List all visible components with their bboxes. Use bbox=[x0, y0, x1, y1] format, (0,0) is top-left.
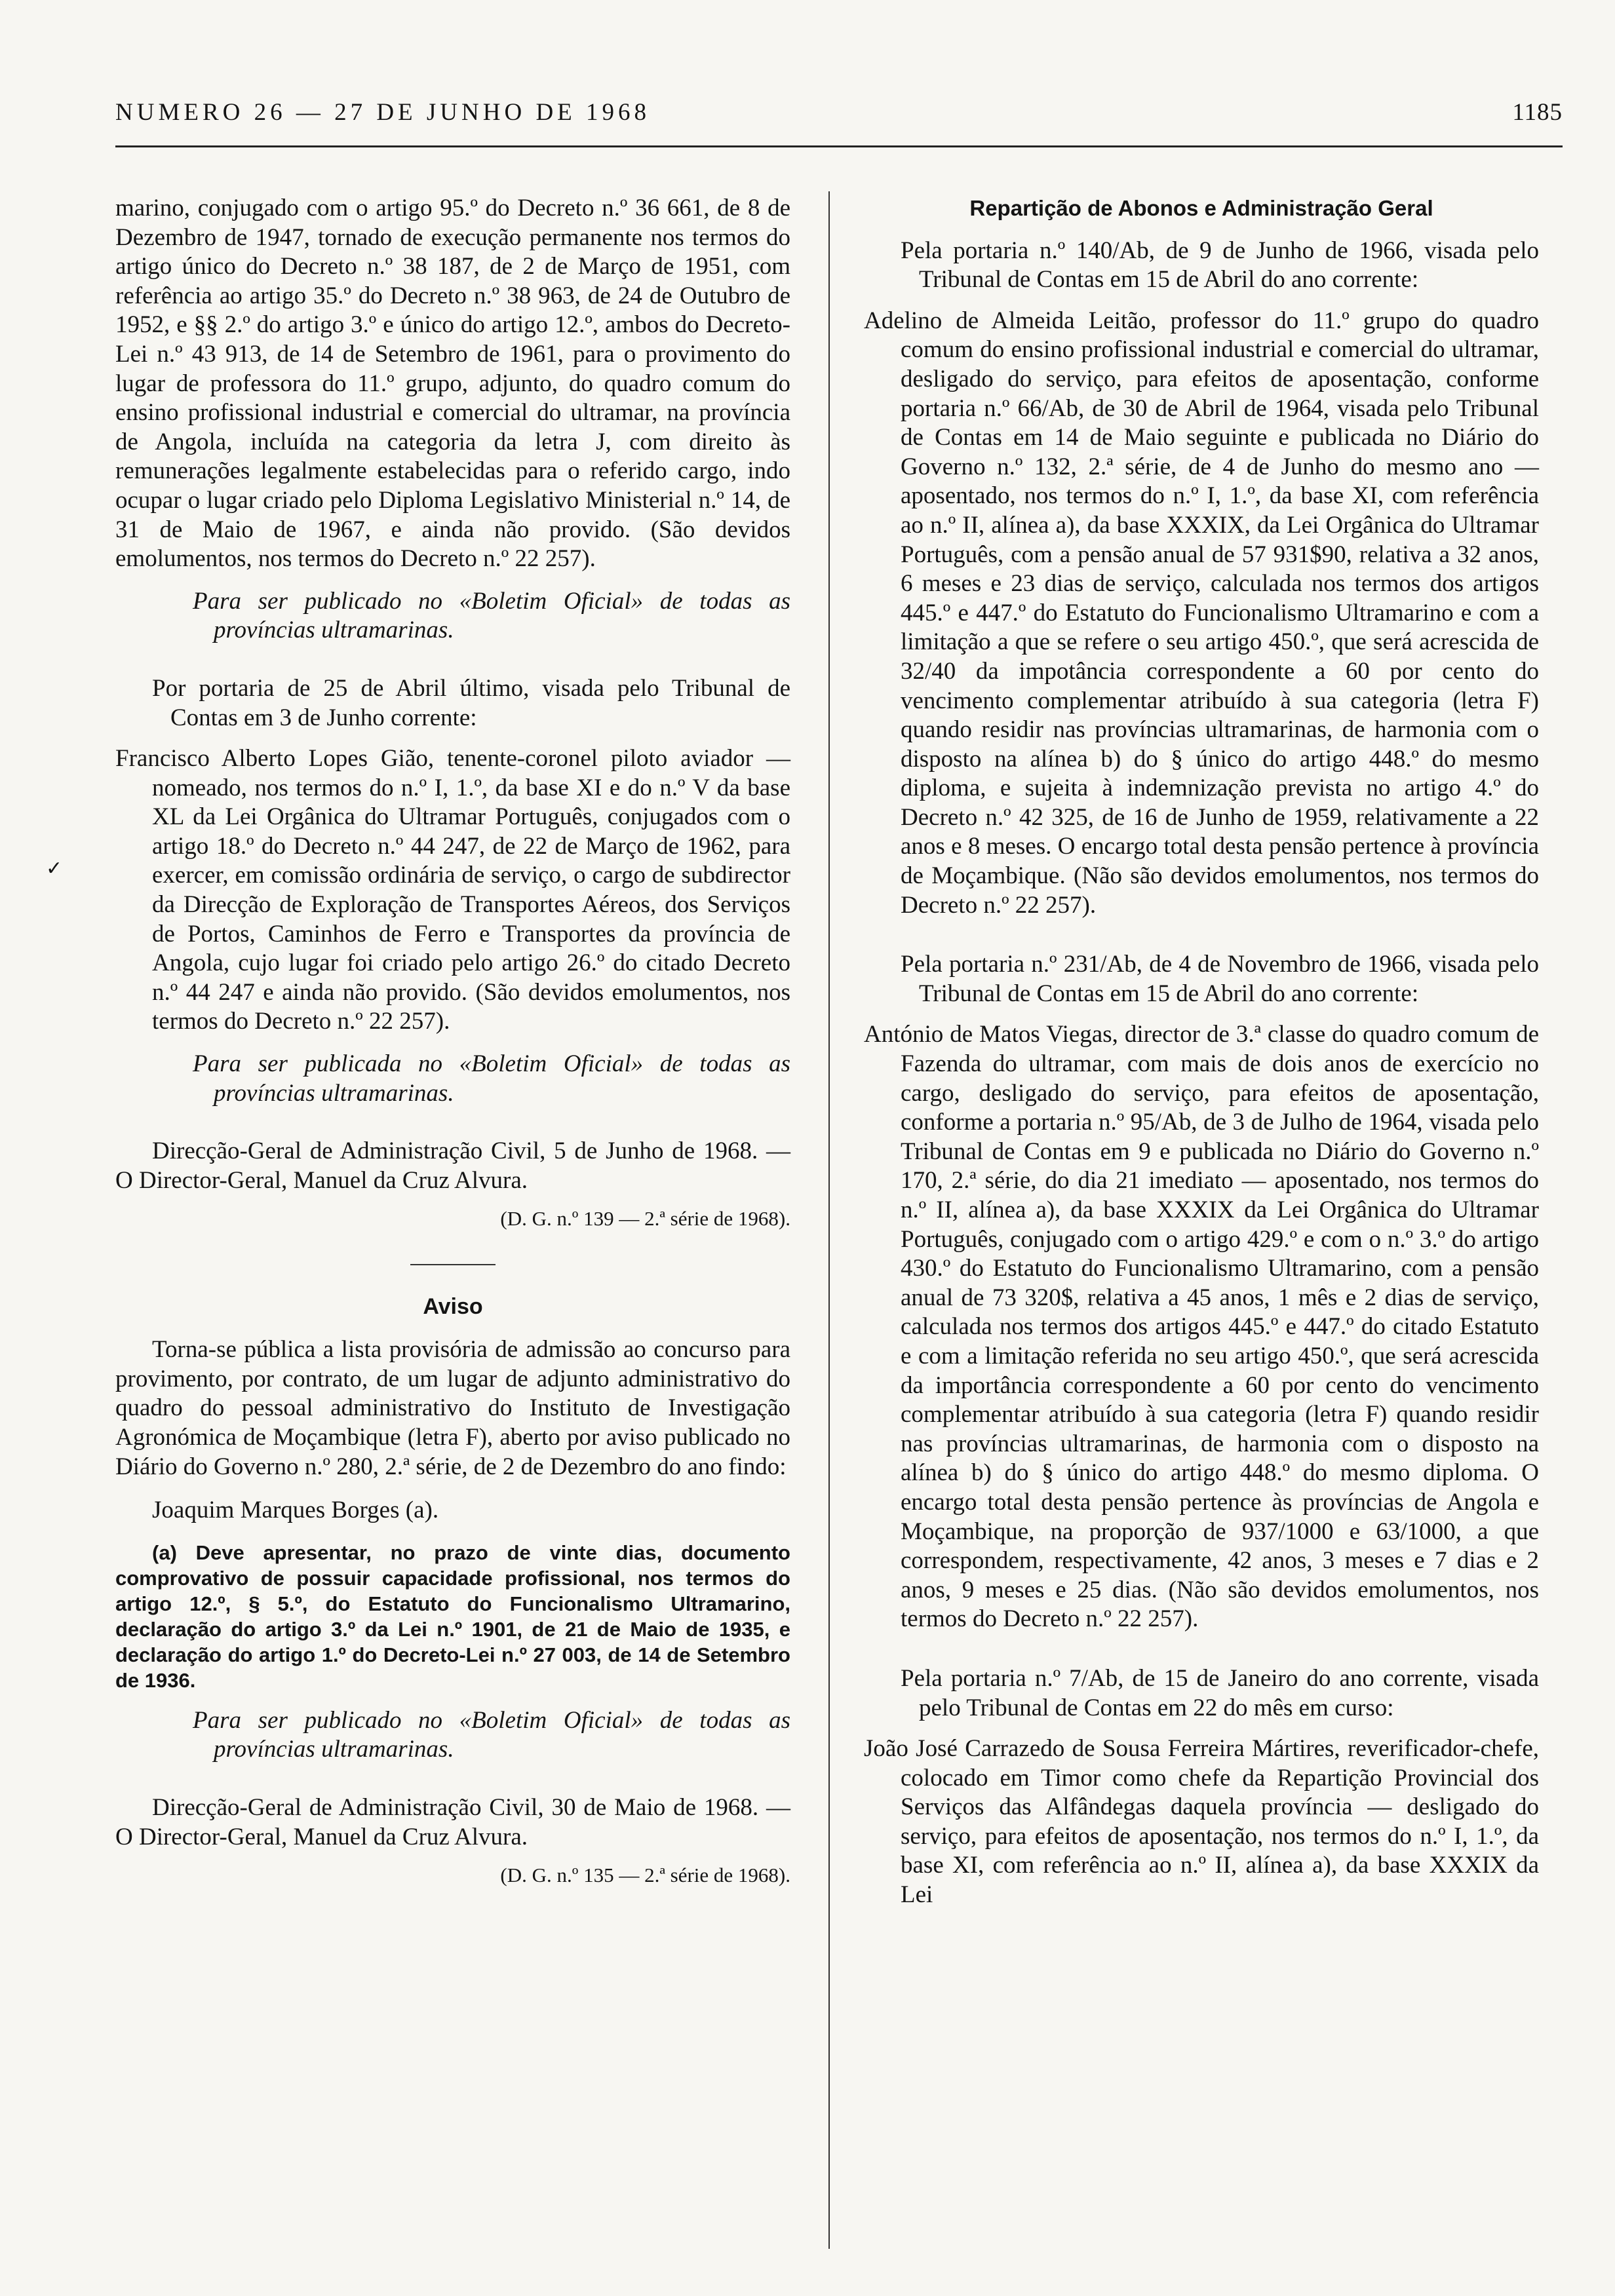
page-number: 1185 bbox=[1512, 99, 1563, 126]
page-header bbox=[115, 98, 1563, 138]
appointment-paragraph: Francisco Alberto Lopes Gião, tenente-coronel piloto aviador — nomeado, nos termos do n.º I, 1.º, da base XI e do n.º V da base XL da Lei Orgânica do Ultramar Português, conjugados com o artigo 18.º do Decreto n.º 44 247, de 22 de Março de 1962, para exercer, em comissão ordinária de serviço, o cargo de subdirector da Direcção de Exploração de Transportes Aéreos, dos Serviços de Portos, Caminhos de Ferro e Transportes da província de Angola, cujo lugar foi criado pelo artigo 26.º do citado Decreto n.º 44 247 e ainda não provido. (São devidos emolumentos, nos termos do Decreto n.º 22 257). bbox=[115, 745, 790, 1035]
aviso-heading: Aviso bbox=[423, 1293, 483, 1319]
portaria-heading: Pela portaria n.º 231/Ab, de 4 de Novembro de 1966, visada pelo Tribunal de Contas em 15 de Abril do ano corrente: bbox=[901, 951, 1539, 1007]
aviso-paragraph: Torna-se pública a lista provisória de admissão ao concurso para provimento, por contrato, de um lugar de adjunto administrativo do quadro do pessoal administrativo do Instituto de Investigação Agronómica de Moçambique (letra F), aberto por aviso publicado no Diário do Governo n.º 280, 2.ª série, de 2 de Dezembro do ano findo: bbox=[115, 1336, 790, 1480]
candidate-name: Joaquim Marques Borges (a). bbox=[152, 1497, 439, 1524]
gazette-reference: (D. G. n.º 139 — 2.ª série de 1968). bbox=[500, 1207, 790, 1231]
continued-paragraph: marino, conjugado com o artigo 95.º do Decreto n.º 36 661, de 8 de Dezembro de 1947, tornado de execução permanente nos termos do artigo único do Decreto n.º 38 187, de 2 de Março de 1951, com referência ao artigo 35.º do Decreto n.º 38 963, de 24 de Outubro de 1952, e §§ 2.º do artigo 3.º e único do artigo 12.º, ambos do Decreto-Lei n.º 43 913, de 14 de Setembro de 1961, para o provimento do lugar de professora do 11.º grupo, adjunto, do quadro comum do ensino profissional industrial e comercial do ultramar, na província de Angola, incluída na categoria da letra J, com direito às remunerações legalmente estabelecidas para o referido cargo, indo ocupar o lugar criado pelo Diploma Legislativo Ministerial n.º 14, de 31 de Maio de 1967, e ainda não provido. (São devidos emolumentos, nos termos do Decreto n.º 22 257). bbox=[115, 195, 790, 573]
portaria-heading: Pela portaria n.º 7/Ab, de 15 de Janeiro do ano corrente, visada pelo Tribunal de Contas em 22 do mês em curso: bbox=[901, 1664, 1539, 1721]
right-column bbox=[864, 194, 1539, 1910]
header-rule bbox=[115, 145, 1563, 147]
column-divider bbox=[828, 191, 830, 2249]
section-heading: Repartição de Abonos e Administração Geral bbox=[969, 196, 1433, 220]
retirement-paragraph: João José Carrazedo de Sousa Ferreira Mártires, reverificador-chefe, colocado em Timor como chefe da Repartição Provincial dos Serviços das Alfândegas daquela província — desligado do serviço, para efeitos de aposentação, nos termos do n.º I, 1.º, da base XI, com referência ao n.º II, alínea a), da base XXXIX da Lei bbox=[864, 1735, 1539, 1909]
section-separator bbox=[115, 1248, 790, 1278]
left-column bbox=[115, 194, 790, 1897]
publication-note: Para ser publicada no «Boletim Oficial» de todas as províncias ultramarinas. bbox=[193, 1050, 790, 1107]
margin-mark: ✓ bbox=[46, 858, 63, 879]
signature-date: Direcção-Geral de Administração Civil, 5 de Junho de 1968. — O Director-Geral, Manuel da Cruz Alvura. bbox=[115, 1138, 790, 1194]
portaria-heading: Pela portaria n.º 140/Ab, de 9 de Junho de 1966, visada pelo Tribunal de Contas em 15 de Abril do ano corrente: bbox=[901, 237, 1539, 294]
portaria-heading: Por portaria de 25 de Abril último, visada pelo Tribunal de Contas em 3 de Junho corrente: bbox=[152, 674, 790, 731]
footnote: (a) Deve apresentar, no prazo de vinte dias, documento comprovativo de possuir capacidade profissional, nos termos do artigo 12.º, § 5.º, do Estatuto do Funcionalismo Ultramarino, declaração do artigo 3.º da Lei n.º 1901, de 21 de Maio de 1935, e declaração do artigo 1.º do Decreto-Lei n.º 27 003, de 14 de Setembro de 1936. bbox=[115, 1540, 790, 1692]
gazette-reference: (D. G. n.º 135 — 2.ª série de 1968). bbox=[500, 1864, 790, 1887]
signature-date: Direcção-Geral de Administração Civil, 30 de Maio de 1968. — O Director-Geral, Manuel da Cruz Alvura. bbox=[115, 1793, 790, 1850]
issue-title: NUMERO 26 — 27 DE JUNHO DE 1968 bbox=[115, 99, 651, 126]
pension-paragraph: António de Matos Viegas, director de 3.ª classe do quadro comum de Fazenda do ultramar, com mais de dois anos de exercício no cargo, desligado do serviço, para efeitos de aposentação, conforme a portaria n.º 95/Ab, de 3 de Julho de 1964, visada pelo Tribunal de Contas em 9 e publicada no Diário do Governo n.º 170, 2.ª série, do dia 21 imediato — aposentado, nos termos do n.º II, alínea a), da base XXXIX da Lei Orgânica do Ultramar Português, conjugado com o artigo 429.º e com o n.º 3.º do artigo 430.º do Estatuto do Funcionalismo Ultramarino, com a pensão anual de 73 320$, relativa a 45 anos, 1 mês e 2 dias de serviço, calculada nos termos dos artigos 445.º e 447.º do citado Estatuto e com a limitação referida no seu artigo 450.º, que será acrescida da importância correspondente a 60 por cento do vencimento complementar atribuído à sua categoria (letra F) quando residir nas províncias ultramarinas, de harmonia com o disposto na alínea b) do § único do artigo 448.º do mesmo diploma. O encargo total desta pensão pertence às províncias de Angola e Moçambique, na proporção de 937/1000 e 63/1000, a que correspondem, respectivamente, 42 anos, 3 meses e 7 dias e 2 anos, 9 meses e 25 dias. (Não são devidos emolumentos, nos termos do Decreto n.º 22 257). bbox=[864, 1021, 1539, 1633]
publication-note: Para ser publicado no «Boletim Oficial» de todas as províncias ultramarinas. bbox=[193, 587, 790, 644]
publication-note: Para ser publicado no «Boletim Oficial» de todas as províncias ultramarinas. bbox=[193, 1706, 790, 1763]
pension-paragraph: Adelino de Almeida Leitão, professor do 11.º grupo do quadro comum do ensino profissional industrial e comercial do ultramar, desligado do serviço, para efeitos de aposentação, conforme portaria n.º 66/Ab, de 30 de Abril de 1964, visada pelo Tribunal de Contas em 14 de Maio seguinte e publicada no Diário do Governo n.º 132, 2.ª série, de 4 de Junho do mesmo ano — aposentado, nos termos do n.º I, 1.º, da base XI, com referência ao n.º II, alínea a), da base XXXIX, da Lei Orgânica do Ultramar Português, com a pensão anual de 57 931$90, relativa a 32 anos, 6 meses e 23 dias de serviço, calculada nos termos dos artigos 445.º e 447.º do Estatuto do Funcionalismo Ultramarino e com a limitação a que se refere o seu artigo 450.º, que será acrescida de 32/40 da impotância correspondente a 60 por cento do vencimento complementar atribuído à sua categoria (letra F) quando residir nas províncias ultramarinas, de harmonia com o disposto na alínea b) do § único do artigo 448.º do mesmo diploma, e sujeita à indemnização prevista no artigo 4.º do Decreto n.º 42 325, de 16 de Junho de 1959, relativamente a 22 anos e 8 meses. O encargo total desta pensão pertence à província de Moçambique. (Não são devidos emolumentos, nos termos do Decreto n.º 22 257). bbox=[864, 307, 1539, 919]
